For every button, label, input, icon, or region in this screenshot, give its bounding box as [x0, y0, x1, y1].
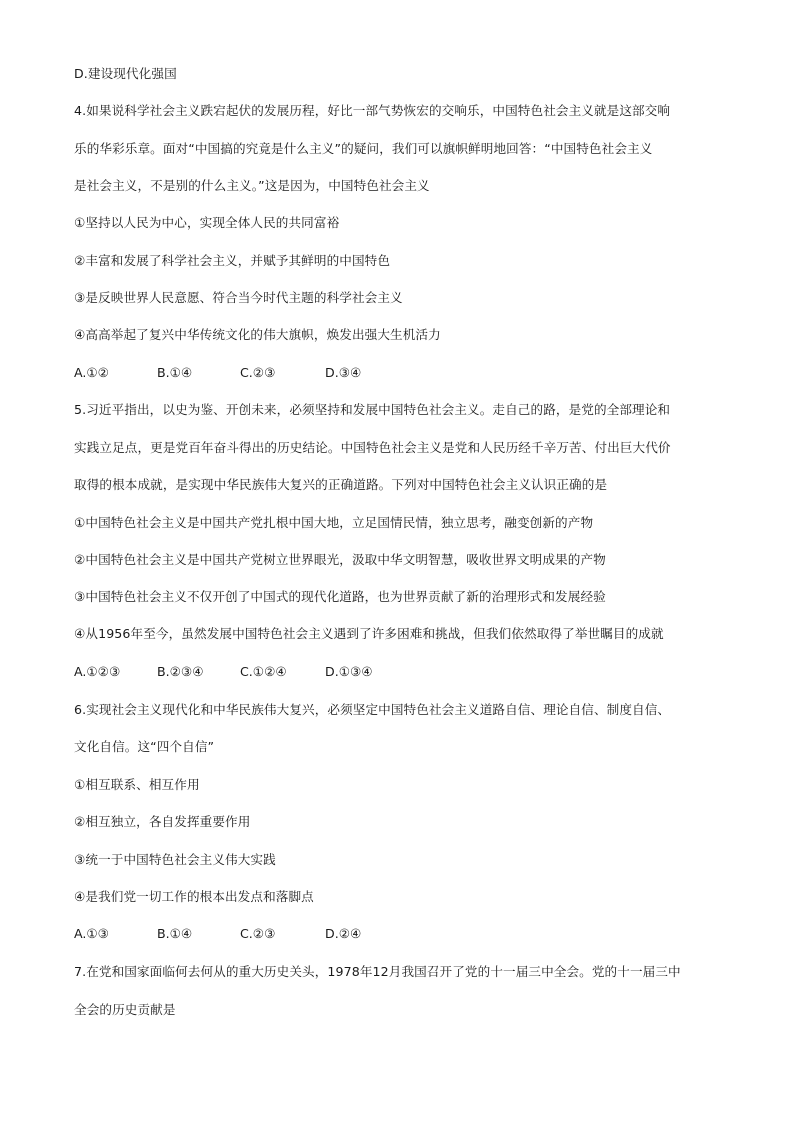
q6-statement: ①相互联系、相互作用 — [74, 777, 200, 792]
q7-stem-line: 全会的历史贡献是 — [74, 1002, 176, 1017]
q5-statement: ④从1956年至今，虽然发展中国特色社会主义遇到了许多困难和挑战，但我们依然取得了举世瞩目的成就 — [74, 626, 664, 641]
q4-option-b: B.①④ — [157, 365, 193, 380]
q4-statement: ①坚持以人民为中心，实现全体人民的共同富裕 — [74, 215, 340, 230]
q6-stem-line: 6.实现社会主义现代化和中华民族伟大复兴，必须坚定中国特色社会主义道路自信、理论自信、制度自信、 — [74, 702, 671, 717]
q5-statement: ③中国特色社会主义不仅开创了中国式的现代化道路，也为世界贡献了新的治理形式和发展经验 — [74, 589, 606, 604]
q5-stem-line: 取得的根本成就，是实现中华民族伟大复兴的正确道路。下列对中国特色社会主义认识正确的是 — [74, 477, 608, 492]
q5-stem-line: 5.习近平指出，以史为鉴、开创未来，必须坚持和发展中国特色社会主义。走自己的路，是党的全部理论和 — [74, 402, 671, 417]
q5-statement: ①中国特色社会主义是中国共产党扎根中国大地，立足国情民情，独立思考，融变创新的产物 — [74, 515, 594, 530]
q5-statement: ②中国特色社会主义是中国共产党树立世界眼光，汲取中华文明智慧，吸收世界文明成果的产物 — [74, 552, 606, 567]
q7-stem-line: 7.在党和国家面临何去何从的重大历史关头，1978年12月我国召开了党的十一届三中全会。党的十一届三中 — [74, 964, 681, 979]
q5-stem-line: 实践立足点，更是党百年奋斗得出的历史结论。中国特色社会主义是党和人民历经千辛万苦、付出巨大代价 — [74, 440, 671, 455]
q6-option-d: D.②④ — [325, 926, 362, 941]
q6-statement: ③统一于中国特色社会主义伟大实践 — [74, 852, 276, 867]
q4-stem-line: 是社会主义，不是别的什么主义。”这是因为，中国特色社会主义 — [74, 178, 430, 193]
q4-statement: ②丰富和发展了科学社会主义，并赋予其鲜明的中国特色 — [74, 253, 391, 268]
q3-option-d: D.建设现代化强国 — [74, 66, 177, 81]
q4-stem-line: 乐的华彩乐章。面对“中国搞的究竟是什么主义”的疑问，我们可以旗帜鲜明地回答：“中国特色社会主义 — [74, 141, 653, 156]
q6-stem-line: 文化自信。这“四个自信” — [74, 739, 215, 754]
q4-stem-line: 4.如果说科学社会主义跌宕起伏的发展历程，好比一部气势恢宏的交响乐，中国特色社会主义就是这部交响 — [74, 103, 671, 118]
q5-option-d: D.①③④ — [325, 664, 373, 679]
q4-statement: ③是反映世界人民意愿、符合当今时代主题的科学社会主义 — [74, 290, 403, 305]
q5-option-b: B.②③④ — [157, 664, 204, 679]
q5-option-a: A.①②③ — [74, 664, 121, 679]
q6-statement: ④是我们党一切工作的根本出发点和落脚点 — [74, 889, 314, 904]
q6-option-b: B.①④ — [157, 926, 193, 941]
q4-option-c: C.②③ — [240, 365, 276, 380]
q6-statement: ②相互独立，各自发挥重要作用 — [74, 814, 251, 829]
q4-option-d: D.③④ — [325, 365, 362, 380]
q4-option-a: A.①② — [74, 365, 109, 380]
q4-statement: ④高高举起了复兴中华传统文化的伟大旗帜，焕发出强大生机活力 — [74, 327, 441, 342]
q6-option-c: C.②③ — [240, 926, 276, 941]
q6-option-a: A.①③ — [74, 926, 109, 941]
q5-option-c: C.①②④ — [240, 664, 287, 679]
